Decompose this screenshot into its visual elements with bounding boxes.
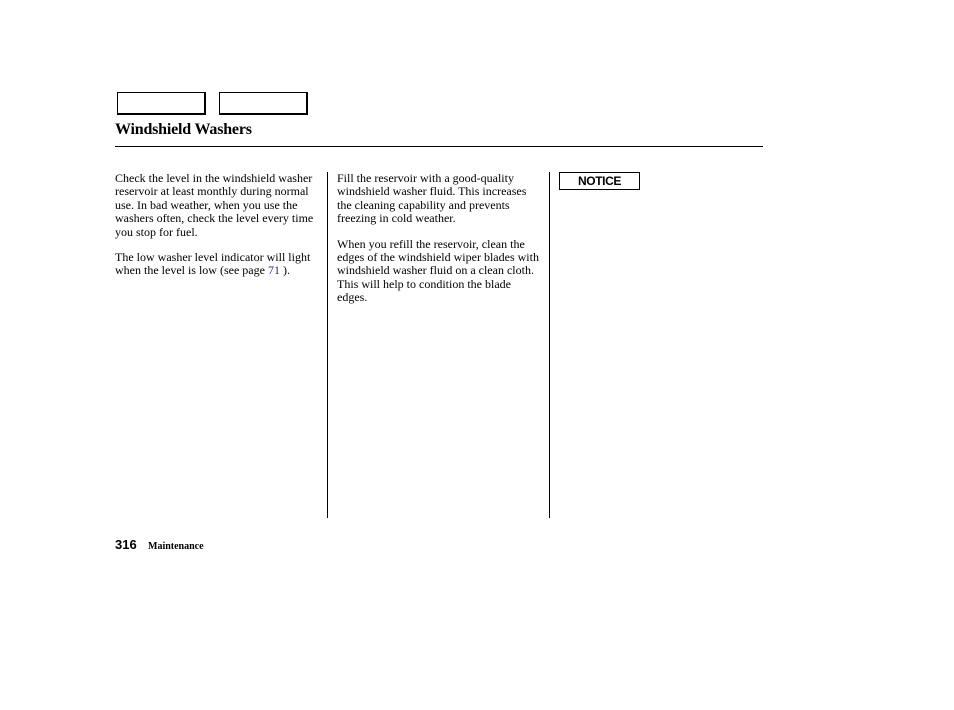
paragraph-text-end: ). <box>279 263 290 278</box>
paragraph-clean-blades: When you refill the reservoir, clean the edges of the windshield wiper blades with windshield washer fluid on a clean cloth. This will help to condition the blade edges. <box>337 236 539 305</box>
text-column-2 <box>337 172 544 317</box>
text-column-1 <box>115 172 320 290</box>
paragraph-text: The low washer level indicator will light when the level is low (see page <box>115 250 311 278</box>
title-divider <box>115 146 763 147</box>
column-divider <box>327 172 328 518</box>
page-number: 316 <box>115 537 137 552</box>
paragraph-fill-reservoir: Fill the reservoir with a good-quality windshield washer fluid. This increases the cleaning capability and prevents freezing in cold weather. <box>337 171 527 226</box>
paragraph-low-level-indicator <box>115 251 320 278</box>
next-page-button[interactable] <box>219 92 308 115</box>
paragraph-check-level: Check the level in the windshield washer reservoir at least monthly during normal use. In bad weather, when you use the washers often, check the level every time you stop for fuel. <box>115 171 314 239</box>
notice-label: NOTICE <box>559 172 640 190</box>
page-title: Windshield Washers <box>115 121 252 138</box>
previous-page-button[interactable] <box>117 92 206 115</box>
section-name: Maintenance <box>148 541 204 552</box>
column-divider <box>549 172 550 518</box>
page-reference-link[interactable]: 71 <box>267 263 280 278</box>
